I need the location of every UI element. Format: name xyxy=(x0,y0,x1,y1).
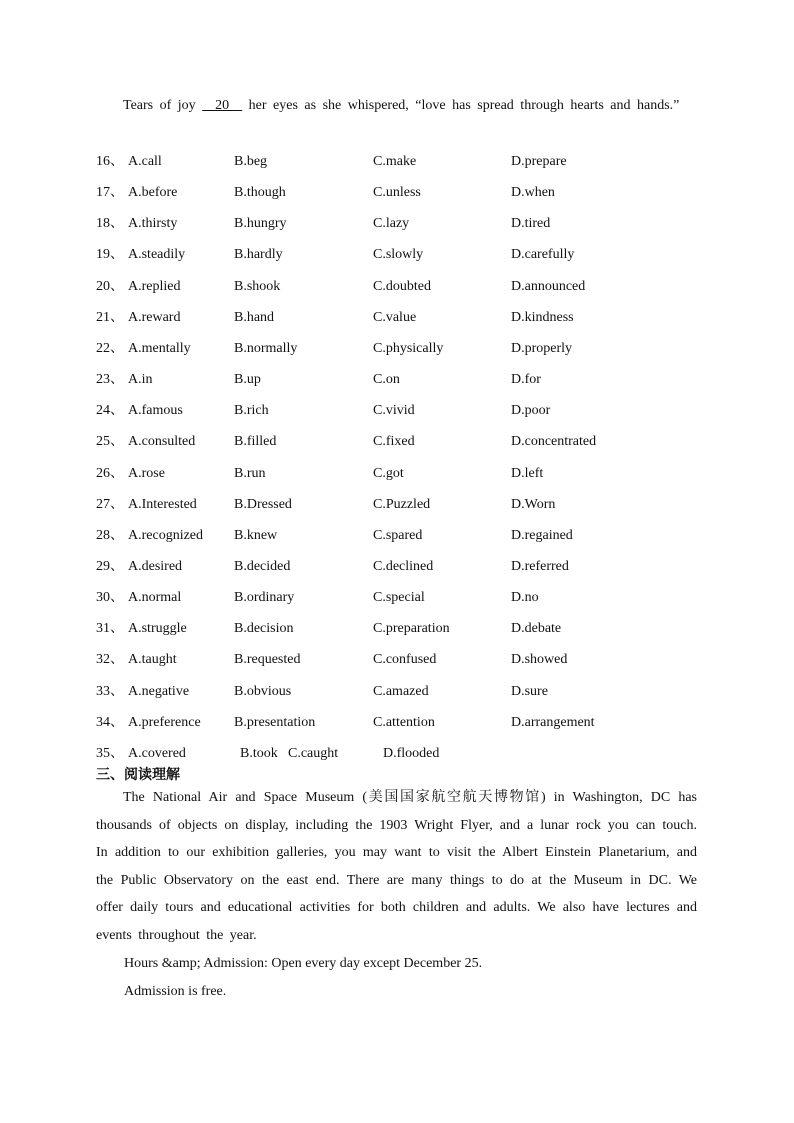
option-c: C.make xyxy=(373,154,417,169)
option-c: C.lazy xyxy=(373,216,410,232)
option-c: C.caught xyxy=(288,746,339,761)
question-number: 30、 xyxy=(96,590,124,606)
question-row xyxy=(0,183,794,203)
question-row xyxy=(0,339,794,359)
option-d: D.showed xyxy=(511,652,568,668)
option-c: C.got xyxy=(373,465,404,481)
option-d: D.arrangement xyxy=(511,714,595,730)
option-c: C.slowly xyxy=(373,247,424,263)
passage-text: The National Air and Space Museum (美国国家航空航天博物馆) in Washington, DC has thousands of objects on display, including the 1903 Wright Flyer, and a lunar rock you can touch. In addition to our exhibition galleries, you may want to visit the Albert Einstein Planetarium, and the Public Observatory on the east end. There are many things to do at the Museum in DC. We offer daily tours and educational activities for both children and adults. We also have lectures and events throughout the year. xyxy=(96,790,697,943)
option-b: B.decision xyxy=(234,621,294,637)
option-a: A.preference xyxy=(128,714,201,730)
question-row xyxy=(0,308,794,328)
question-number: 32、 xyxy=(96,652,124,668)
question-row xyxy=(0,432,794,452)
option-d: D.tired xyxy=(511,216,551,232)
question-number: 23、 xyxy=(96,372,124,388)
option-d: D.carefully xyxy=(511,247,575,263)
question-row xyxy=(0,152,794,172)
option-c: C.on xyxy=(373,372,400,388)
question-number: 18、 xyxy=(96,216,124,232)
option-c: C.spared xyxy=(373,527,423,543)
question-row xyxy=(0,401,794,421)
option-a: A.in xyxy=(128,372,153,388)
option-c: C.vivid xyxy=(373,403,415,419)
option-d: D.announced xyxy=(511,278,586,294)
question-number: 27、 xyxy=(96,496,124,512)
option-d: D.kindness xyxy=(511,309,574,325)
option-d: D.flooded xyxy=(383,746,440,761)
option-b: B.filled xyxy=(234,434,277,450)
option-b: B.hand xyxy=(234,309,275,325)
option-b: B.presentation xyxy=(234,714,316,730)
option-c: C.Puzzled xyxy=(373,496,431,512)
option-a: A.Interested xyxy=(128,496,197,512)
option-a: A.covered xyxy=(128,746,186,761)
option-d: D.regained xyxy=(511,527,573,543)
question-number: 33、 xyxy=(96,683,124,699)
question-number: 35、 xyxy=(96,746,124,761)
option-c: C.amazed xyxy=(373,683,429,699)
option-a: A.recognized xyxy=(128,527,204,543)
hours-line: Hours &amp; Admission: Open every day except December 25. xyxy=(124,956,483,971)
option-c: C.declined xyxy=(373,558,434,574)
question-row xyxy=(0,495,794,515)
option-b: B.decided xyxy=(234,558,291,574)
option-d: D.when xyxy=(511,185,555,201)
option-b: B.hungry xyxy=(234,216,287,232)
question-number: 28、 xyxy=(96,527,124,543)
option-a: A.consulted xyxy=(128,434,196,450)
option-b: B.hardly xyxy=(234,247,283,263)
question-row xyxy=(0,464,794,484)
option-b: B.though xyxy=(234,185,286,201)
option-b: B.shook xyxy=(234,278,281,294)
option-d: D.poor xyxy=(511,403,551,419)
option-a: A.taught xyxy=(128,652,177,668)
question-number: 25、 xyxy=(96,434,124,450)
option-d: D.properly xyxy=(511,340,573,356)
option-a: A.replied xyxy=(128,278,181,294)
option-c: C.value xyxy=(373,309,417,325)
question-row xyxy=(0,650,794,670)
question-number: 21、 xyxy=(96,309,124,325)
question-row xyxy=(0,713,794,733)
option-d: D.referred xyxy=(511,558,569,574)
option-b: B.beg xyxy=(234,154,268,169)
option-b: B.rich xyxy=(234,403,269,419)
option-a: A.mentally xyxy=(128,340,191,356)
blank-20: 20 xyxy=(202,98,243,113)
option-a: A.thirsty xyxy=(128,216,178,232)
question-row xyxy=(0,214,794,234)
question-number: 26、 xyxy=(96,465,124,481)
option-c: C.attention xyxy=(373,714,435,730)
option-d: D.no xyxy=(511,590,539,606)
option-d: D.for xyxy=(511,372,541,388)
option-a: A.call xyxy=(128,154,162,169)
question-row xyxy=(0,557,794,577)
option-d: D.prepare xyxy=(511,154,567,169)
option-b: B.run xyxy=(234,465,266,481)
option-d: D.sure xyxy=(511,683,548,699)
question-row xyxy=(0,682,794,702)
question-number: 24、 xyxy=(96,403,124,419)
question-number: 34、 xyxy=(96,714,124,730)
option-b: B.obvious xyxy=(234,683,292,699)
question-number: 20、 xyxy=(96,278,124,294)
option-a: A.reward xyxy=(128,309,181,325)
option-a: A.struggle xyxy=(128,621,187,637)
option-c: C.confused xyxy=(373,652,437,668)
option-c: C.physically xyxy=(373,340,444,356)
option-b: B.took xyxy=(240,746,278,761)
option-a: A.steadily xyxy=(128,247,186,263)
question-row xyxy=(0,588,794,608)
question-number: 19、 xyxy=(96,247,124,263)
intro-before-blank: Tears of joy xyxy=(123,98,203,113)
option-a: A.desired xyxy=(128,558,183,574)
option-a: A.normal xyxy=(128,590,182,606)
option-a: A.rose xyxy=(128,465,165,481)
question-row xyxy=(0,619,794,639)
question-number: 22、 xyxy=(96,340,124,356)
option-d: D.Worn xyxy=(511,496,556,512)
question-row xyxy=(0,370,794,390)
option-d: D.debate xyxy=(511,621,562,637)
question-number: 17、 xyxy=(96,185,124,201)
question-row-35 xyxy=(0,744,794,764)
intro-after-blank: her eyes as she whispered, “love has spread through hearts and hands.” xyxy=(242,98,680,113)
option-b: B.up xyxy=(234,372,261,388)
option-a: A.negative xyxy=(128,683,190,699)
option-b: B.requested xyxy=(234,652,301,668)
option-a: A.famous xyxy=(128,403,183,419)
option-d: D.left xyxy=(511,465,544,481)
option-b: B.ordinary xyxy=(234,590,295,606)
intro-paragraph xyxy=(96,92,697,120)
option-b: B.Dressed xyxy=(234,496,292,512)
question-number: 31、 xyxy=(96,621,124,637)
option-a: A.before xyxy=(128,185,178,201)
question-row xyxy=(0,277,794,297)
question-row xyxy=(0,245,794,265)
option-c: C.fixed xyxy=(373,434,415,450)
admission-line: Admission is free. xyxy=(124,984,227,999)
option-c: C.doubted xyxy=(373,278,431,294)
passage-paragraph xyxy=(96,784,697,949)
option-b: B.knew xyxy=(234,527,278,543)
option-b: B.normally xyxy=(234,340,298,356)
option-c: C.unless xyxy=(373,185,421,201)
option-d: D.concentrated xyxy=(511,434,597,450)
question-number: 16、 xyxy=(96,154,124,169)
option-c: C.preparation xyxy=(373,621,450,637)
section-heading: 三、阅读理解 xyxy=(96,767,180,783)
question-number: 29、 xyxy=(96,558,124,574)
question-row xyxy=(0,526,794,546)
option-c: C.special xyxy=(373,590,425,606)
